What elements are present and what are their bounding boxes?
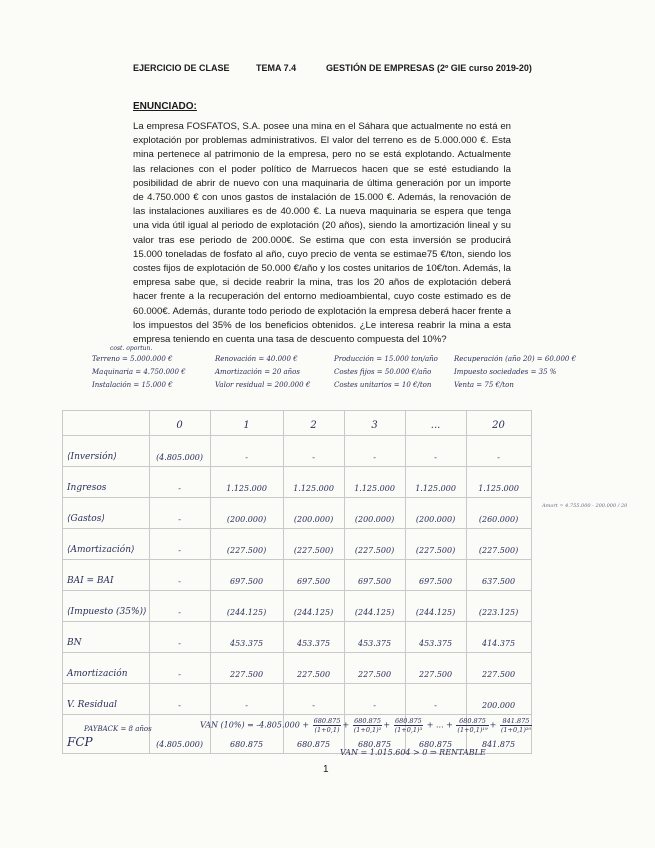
npv-term-denominator: (1+0,1)²	[353, 726, 382, 734]
npv-term-denominator: (1+0,1)	[314, 726, 340, 734]
table-cell: (4.805.000)	[149, 436, 210, 467]
note-instalacion: Instalación = 15.000 €	[92, 381, 173, 389]
table-header-cell: 1	[210, 411, 283, 436]
table-header-row	[63, 411, 532, 436]
npv-term-numerator: 680.875	[354, 717, 381, 725]
row-label: ⟨Inversión⟩	[63, 436, 150, 467]
table-cell: 453.375	[405, 622, 466, 653]
npv-term-numerator: 680.875	[313, 717, 341, 725]
table-cell: 697.500	[344, 560, 405, 591]
note-costes-unitarios: Costes unitarios = 10 €/ton	[334, 381, 432, 389]
note-terreno: Terreno = 5.000.000 €	[92, 355, 173, 363]
table-cell: 1.125.000	[283, 467, 344, 498]
table-cell: (4.805.000)	[149, 715, 210, 754]
table-cell: -	[149, 622, 210, 653]
table-header-cell: 20	[466, 411, 531, 436]
table-cell: (244.125)	[283, 591, 344, 622]
table-cell: (244.125)	[210, 591, 283, 622]
table-cell: 227.500	[405, 653, 466, 684]
table-header-cell: ...	[405, 411, 466, 436]
table-cell: -	[149, 684, 210, 715]
row-label: ⟨Gastos⟩	[63, 498, 150, 529]
row-label: ⟨Amortización⟩	[63, 529, 150, 560]
table-cell: (200.000)	[210, 498, 283, 529]
npv-term-denominator: (1+0,1)¹⁹	[457, 726, 488, 734]
table-cell: 227.500	[283, 653, 344, 684]
npv-term-denominator: (1+0,1)³	[394, 726, 423, 734]
note-recuperacion: Recuperación (año 20) = 60.000 €	[454, 355, 577, 363]
table-header-cell	[63, 411, 150, 436]
table-cell: (260.000)	[466, 498, 531, 529]
npv-term-numerator: 680.875	[456, 717, 488, 726]
table-cell: (227.500)	[466, 529, 531, 560]
table-cell: 227.500	[466, 653, 531, 684]
table-cell: 1.125.000	[466, 467, 531, 498]
table-cell: 697.500	[210, 560, 283, 591]
table-cell: (200.000)	[405, 498, 466, 529]
table-row	[63, 560, 532, 591]
table-cell: 841.875	[466, 715, 531, 754]
table-cell: 697.500	[405, 560, 466, 591]
table-cell: -	[149, 560, 210, 591]
amortization-sidenote: Amort = 4.755.000 - 200.000 / 20	[542, 503, 628, 509]
note-valor-residual: Valor residual = 200.000 €	[215, 381, 311, 389]
npv-term-numerator: 841.875	[500, 717, 532, 726]
table-cell: (244.125)	[405, 591, 466, 622]
table-cell: (227.500)	[405, 529, 466, 560]
table-header-cell: 3	[344, 411, 405, 436]
table-cell: 1.125.000	[344, 467, 405, 498]
table-cell: (227.500)	[283, 529, 344, 560]
npv-prefix: VAN (10%) = -4.805.000 +	[200, 720, 310, 730]
row-label: FCP	[63, 715, 150, 754]
table-cell: -	[283, 436, 344, 467]
table-cell: -	[405, 436, 466, 467]
table-cell: (223.125)	[466, 591, 531, 622]
table-cell: -	[405, 684, 466, 715]
table-cell: (200.000)	[283, 498, 344, 529]
row-label: V. Residual	[63, 684, 150, 715]
table-cell: (227.500)	[344, 529, 405, 560]
npv-term-denominator: (1+0,1)²⁰	[500, 726, 532, 734]
npv-dots: + ... +	[426, 720, 453, 730]
table-cell: 680.875	[283, 715, 344, 754]
npv-term	[353, 717, 383, 734]
table-header-cell: 2	[283, 411, 344, 436]
table-cell: (244.125)	[344, 591, 405, 622]
table-row	[63, 622, 532, 653]
table-cell: 453.375	[283, 622, 344, 653]
note-produccion: Producción = 15.000 ton/año	[334, 355, 438, 363]
table-cell: 680.875	[405, 715, 466, 754]
table-row	[63, 436, 532, 467]
table-row	[63, 529, 532, 560]
note-renovacion: Renovación = 40.000 €	[215, 355, 298, 363]
table-cell: 680.875	[344, 715, 405, 754]
table-cell: -	[149, 498, 210, 529]
table-cell: 414.375	[466, 622, 531, 653]
table-cell: -	[210, 436, 283, 467]
page-number: 1	[323, 764, 329, 775]
row-label: ⟨Impuesto (35%)⟩	[63, 591, 150, 622]
header-center: TEMA 7.4	[256, 63, 297, 73]
npv-result: VAN = 1.015.604 > 0 ⇒ RENTABLE	[340, 748, 486, 757]
table-row	[63, 684, 532, 715]
note-maquinaria: Maquinaria = 4.750.000 €	[92, 368, 186, 376]
table-row	[63, 467, 532, 498]
table-header-cell: 0	[149, 411, 210, 436]
table-cell: 200.000	[466, 684, 531, 715]
row-label: BAI = BAI	[63, 560, 150, 591]
table-row	[63, 653, 532, 684]
statement-heading: ENUNCIADO:	[133, 101, 197, 112]
payback-result: PAYBACK = 8 años	[84, 725, 152, 733]
header-right: GESTIÓN DE EMPRESAS (2º GIE curso 2019-20)	[326, 63, 532, 73]
table-cell: 227.500	[210, 653, 283, 684]
npv-term	[500, 717, 532, 734]
npv-term	[394, 717, 424, 734]
table-cell: -	[466, 436, 531, 467]
table-cell: 1.125.000	[210, 467, 283, 498]
note-amortizacion: Amortización = 20 años	[215, 368, 300, 376]
row-label: Ingresos	[63, 467, 150, 498]
note-venta: Venta = 75 €/ton	[454, 381, 514, 389]
statement-text: La empresa FOSFATOS, S.A. posee una mina en el Sáhara que actualmente no está en explotación por problemas administrativos. El valor del terreno es de 5.000.000 €. Esta mina pertenece al patrimonio de la empresa, pero no se está explotando. Actualmente las relaciones con el poder político de Marruecos hacen que se esté estudiando la posibilidad de abrir de nuevo con una maquinaria de última generación por un importe de 4.750.000 € con unos gastos de instalación de 15.000 €. Además, la renovación de las instalaciones auxiliares es de 40.000 €. La nueva maquinaria se espera que tenga una vida útil igual al periodo de explotación (20 años), siendo la amortización lineal y su valor tras ese periodo de 200.000€. Se estima que con esta inversión se producirá 15.000 toneladas de fosfato al año, cuyo precio de venta se estimae75 €/ton, siendo los costes fijos de explotación de 50.000 €/año y los costes unitarios de 10€/ton. Además, la empresa sabe que, si decide reabrir la mina, tras los 20 años de explotación deberá hacer frente a la recuperación del entorno medioambiental, cuyo coste estimado es de 60.000€. Además, durante todo periodo de explotación la empresa deberá hacer frente a los impuestos del 35% de los beneficios obtenidos. ¿Le interesa reabrir la mina a esta empresa teniendo en cuenta una tasa de descuento compuesta del 10%?	[133, 121, 511, 346]
table-cell: -	[344, 684, 405, 715]
npv-term	[456, 717, 488, 734]
table-cell: -	[344, 436, 405, 467]
npv-term	[313, 717, 342, 734]
row-label: Amortización	[63, 653, 150, 684]
table-cell: 453.375	[344, 622, 405, 653]
row-label: BN	[63, 622, 150, 653]
table-cell: 637.500	[466, 560, 531, 591]
table-cell: (227.500)	[210, 529, 283, 560]
table-cell: -	[283, 684, 344, 715]
table-cell: -	[149, 591, 210, 622]
table-cell: -	[210, 684, 283, 715]
table-cell: -	[149, 467, 210, 498]
table-cell: (200.000)	[344, 498, 405, 529]
npv-term-numerator: 680.875	[394, 717, 422, 725]
table-cell: 697.500	[283, 560, 344, 591]
table-cell: 1.125.000	[405, 467, 466, 498]
problem-statement	[133, 120, 511, 347]
table-cell: 227.500	[344, 653, 405, 684]
note-impuesto: Impuesto sociedades = 35 %	[454, 368, 557, 376]
npv-formula: VAN (10%) = -4.805.000 + $\frac{680.875}{(1+0,1)}$ + $\frac{680.875}{\text{(1+0,1)²}}$ + $\frac{680.875}{\text{(1+0,1)³}}$ + ... + $\frac{680.875}{\text{(1+0,1)¹⁹}}$ + $\frac{841.875}{\text{(1+0,1)²⁰}}$	[200, 717, 532, 734]
table-row	[63, 498, 532, 529]
table-cell: 453.375	[210, 622, 283, 653]
table-cell: 680.875	[210, 715, 283, 754]
note-coste-label: cost. oportun.	[110, 345, 153, 352]
note-costes-fijos: Costes fijos = 50.000 €/año	[334, 368, 432, 376]
table-row	[63, 591, 532, 622]
cash-flow-table	[62, 410, 532, 754]
table-cell: -	[149, 653, 210, 684]
header-left: EJERCICIO DE CLASE	[133, 63, 230, 73]
table-cell: -	[149, 529, 210, 560]
